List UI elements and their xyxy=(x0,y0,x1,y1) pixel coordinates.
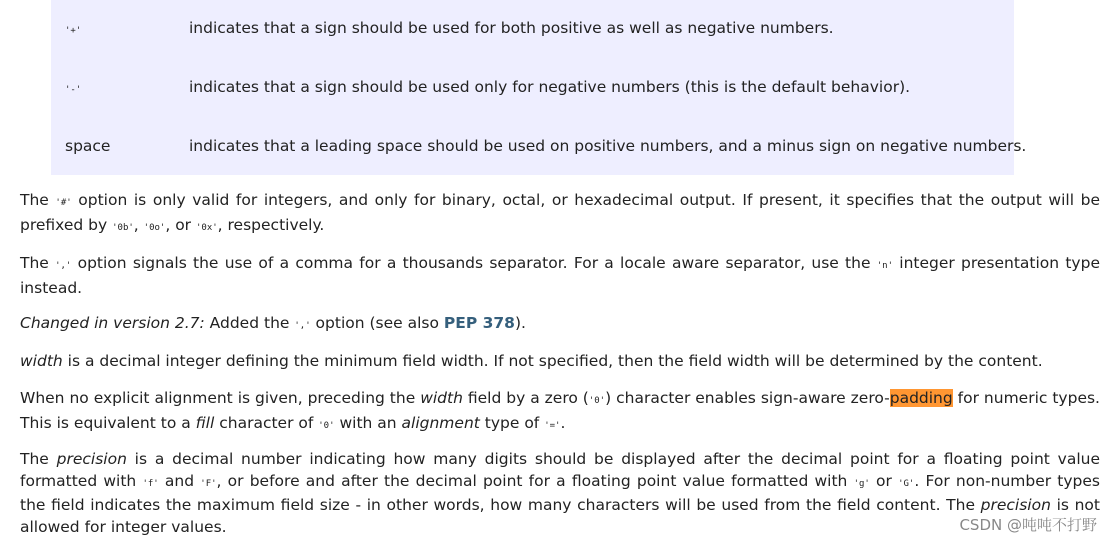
watermark: CSDN @吨吨不打野 xyxy=(959,516,1097,534)
option-key: '-' xyxy=(65,85,82,95)
width-paragraph: width is a decimal integer defining the minimum field width. If not specified, then the field width will be determined by the content. xyxy=(20,352,1043,370)
comma-option-paragraph: The ',' option signals the use of a comma for a thousands separator. For a locale aware separator, use the 'n' integer presentation type instead. xyxy=(20,254,1100,297)
zero-padding-paragraph: When no explicit alignment is given, preceding the width field by a zero ('0') character enables sign-aware zero-padding for numeric types. This is equivalent to a fill character of '0' with an alignment type of '='. xyxy=(20,389,1100,432)
precision-paragraph: The precision is a decimal number indicating how many digits should be displayed after the decimal point for a floating point value formatted with 'f' and 'F', or before and after the decimal point for a floating point value formatted with 'g' or 'G'. For non-number types the field indicates the maximum field size - in other words, how many characters will be used from the field content. The precision is not allowed for integer values. xyxy=(20,450,1101,536)
option-description: indicates that a sign should be used only for negative numbers (this is the default behavior). xyxy=(189,78,911,96)
hash-option-paragraph: The '#' option is only valid for integers, and only for binary, octal, or hexadecimal output. If present, it specifies that the output will be prefixed by '0b', '0o', or '0x', respectively. xyxy=(20,191,1100,234)
sign-options-table xyxy=(51,0,1027,175)
option-description: indicates that a sign should be used for both positive as well as negative numbers. xyxy=(189,19,834,37)
option-description: indicates that a leading space should be used on positive numbers, and a minus sign on negative numbers. xyxy=(189,137,1027,155)
option-key: '+' xyxy=(65,26,82,36)
option-key: space xyxy=(65,137,111,155)
search-highlight: padding xyxy=(889,389,953,407)
version-change-note: Changed in version 2.7: Added the ',' option (see also PEP 378). xyxy=(20,314,526,332)
pep-378-link[interactable]: PEP 378 xyxy=(443,314,515,332)
